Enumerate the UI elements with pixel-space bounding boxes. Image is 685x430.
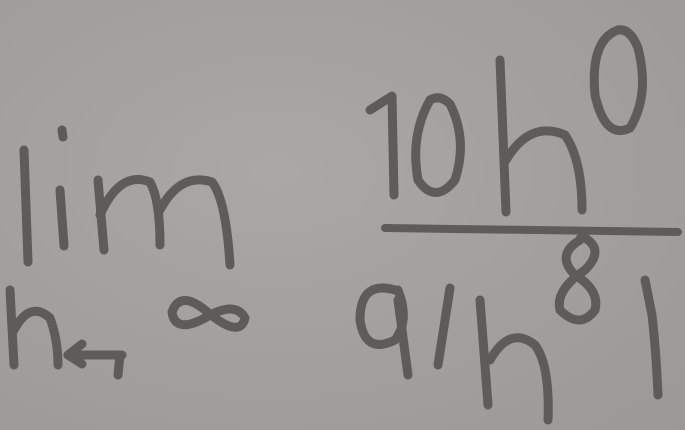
numerator	[370, 30, 643, 212]
denominator	[360, 237, 658, 420]
limit-subscript	[10, 290, 245, 375]
fraction-bar	[385, 228, 678, 232]
lim-operator	[24, 130, 230, 265]
